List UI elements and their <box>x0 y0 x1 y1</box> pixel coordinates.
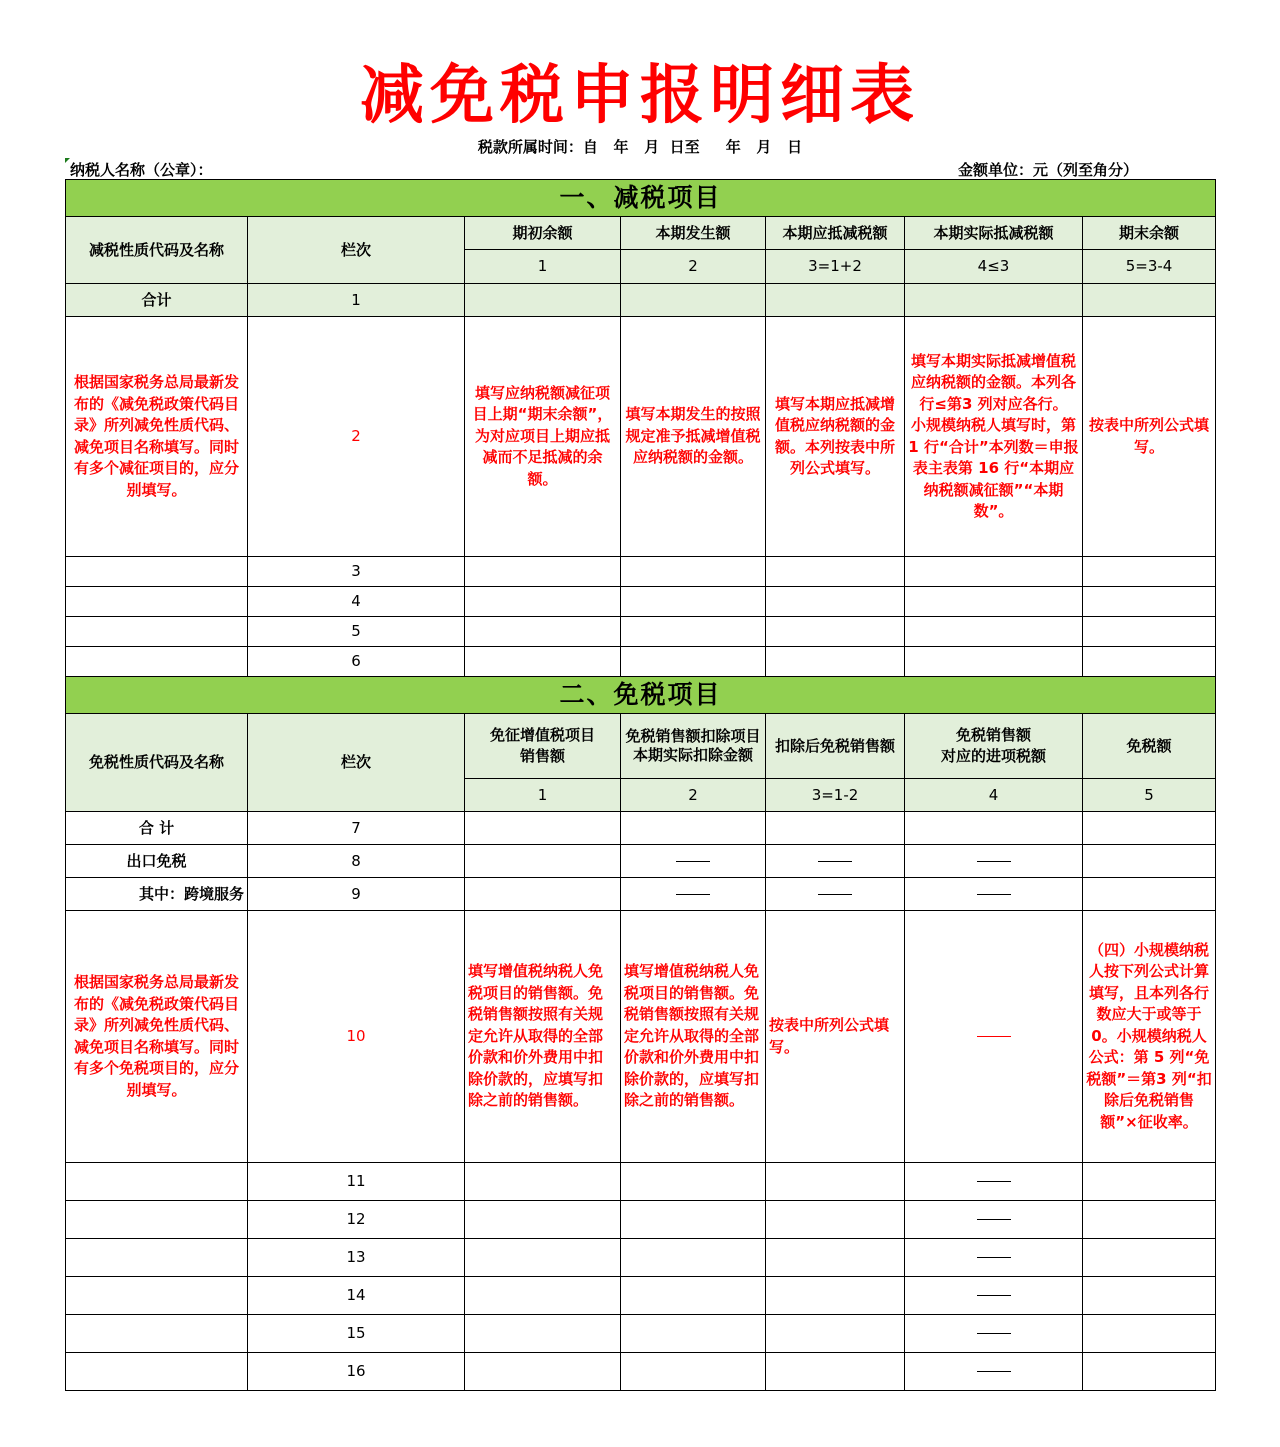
cell[interactable] <box>66 617 248 647</box>
reduction-note-col4: 填写本期实际抵减增值税应纳税额的金额。本列各行≤第3 列对应各行。 小规模纳税人填写时，第 1 行“合计”本列数＝申报表主表第 16 行“本期应纳税额减征额”“本期数”。 <box>905 317 1083 557</box>
cell[interactable] <box>1083 1315 1216 1353</box>
export-exemption-row-number: 8 <box>248 845 465 878</box>
cell[interactable] <box>66 1277 248 1315</box>
reduction-header-1: 期初余额 <box>465 217 621 250</box>
cell[interactable] <box>465 587 621 617</box>
cell[interactable] <box>621 647 766 677</box>
cell[interactable] <box>1083 1277 1216 1315</box>
cell[interactable] <box>1083 1239 1216 1277</box>
reduction-table <box>65 179 1216 677</box>
cell[interactable] <box>905 557 1083 587</box>
exemption-note-name: 根据国家税务总局最新发布的《减免税政策代码目录》所列减免性质代码、减免项目名称填写。同时有多个免税项目的，应分别填写。 <box>66 911 248 1163</box>
taxpayer-name-label: 纳税人名称（公章）： <box>70 161 213 179</box>
cell[interactable] <box>621 1163 766 1201</box>
table-row-number: 13 <box>248 1239 465 1277</box>
cell[interactable] <box>621 1277 766 1315</box>
cell[interactable] <box>66 1239 248 1277</box>
exemption-col-number-2: 2 <box>621 779 766 812</box>
cell[interactable] <box>1083 587 1216 617</box>
reduction-col-row-header: 栏次 <box>248 217 465 284</box>
reduction-header-2: 本期发生额 <box>621 217 766 250</box>
cell[interactable] <box>465 557 621 587</box>
reduction-note-col1: 填写应纳税额减征项目上期“期末余额”，为对应项目上期应抵减而不足抵减的余额。 <box>465 317 621 557</box>
not-applicable-dash <box>905 1277 1083 1315</box>
exemption-total-row-number: 7 <box>248 812 465 845</box>
not-applicable-dash <box>905 878 1083 911</box>
exemption-header-3: 扣除后免税销售额 <box>766 714 905 779</box>
cell[interactable] <box>66 587 248 617</box>
exemption-table <box>65 676 1216 1391</box>
cell[interactable] <box>766 557 905 587</box>
exemption-col-row-header: 栏次 <box>248 714 465 812</box>
cell[interactable] <box>621 1239 766 1277</box>
cell[interactable] <box>1083 284 1216 317</box>
table-row-number: 4 <box>248 587 465 617</box>
exemption-note-col1: 填写增值税纳税人免税项目的销售额。免税销售额按照有关规定允许从取得的全部价款和价外费用中扣除价款的，应填写扣除之前的销售额。 <box>465 911 621 1163</box>
cell[interactable] <box>66 1201 248 1239</box>
cell[interactable] <box>766 587 905 617</box>
not-applicable-dash <box>905 1201 1083 1239</box>
page-title: 减免税申报明细表 <box>360 59 920 133</box>
reduction-note-col2: 填写本期发生的按照规定准予抵减增值税应纳税额的金额。 <box>621 317 766 557</box>
exemption-header-1: 免征增值税项目 销售额 <box>465 714 621 779</box>
cell[interactable] <box>1083 845 1216 878</box>
exemption-col-number-4: 4 <box>905 779 1083 812</box>
cell[interactable] <box>621 617 766 647</box>
reduction-header-3: 本期应抵减税额 <box>766 217 905 250</box>
reduction-col-number-2: 2 <box>621 250 766 284</box>
cell[interactable] <box>66 557 248 587</box>
exemption-col-number-5: 5 <box>1083 779 1216 812</box>
cell[interactable] <box>465 878 621 911</box>
not-applicable-dash <box>905 845 1083 878</box>
exemption-total-label: 合 计 <box>66 812 248 845</box>
crossborder-service-row-number: 9 <box>248 878 465 911</box>
not-applicable-dash <box>905 911 1083 1163</box>
cell[interactable] <box>465 647 621 677</box>
cell[interactable] <box>766 1163 905 1201</box>
cell[interactable] <box>1083 878 1216 911</box>
tax-period: 税款所属时间：自 年 月 日至 年 月 日 <box>477 138 803 156</box>
cell[interactable] <box>465 1163 621 1201</box>
cell[interactable] <box>621 1353 766 1391</box>
not-applicable-dash <box>621 845 766 878</box>
cell[interactable] <box>766 647 905 677</box>
cell[interactable] <box>465 617 621 647</box>
reduction-col-name-header: 减税性质代码及名称 <box>66 217 248 284</box>
cell[interactable] <box>1083 1353 1216 1391</box>
cell[interactable] <box>621 812 766 845</box>
cell[interactable] <box>66 647 248 677</box>
cell[interactable] <box>1083 1201 1216 1239</box>
cell[interactable] <box>905 647 1083 677</box>
cell[interactable] <box>621 1315 766 1353</box>
table-row-number: 5 <box>248 617 465 647</box>
cell[interactable] <box>465 1277 621 1315</box>
not-applicable-dash <box>905 1353 1083 1391</box>
cell[interactable] <box>766 1315 905 1353</box>
cell[interactable] <box>66 1315 248 1353</box>
exemption-header-5: 免税额 <box>1083 714 1216 779</box>
cell[interactable] <box>905 812 1083 845</box>
cell[interactable] <box>905 284 1083 317</box>
not-applicable-dash <box>766 845 905 878</box>
reduction-col-number-3: 3=1+2 <box>766 250 905 284</box>
reduction-col-number-1: 1 <box>465 250 621 284</box>
not-applicable-dash <box>905 1163 1083 1201</box>
cell[interactable] <box>465 1201 621 1239</box>
crossborder-service-label: 其中：跨境服务 <box>66 878 248 911</box>
cell[interactable] <box>766 284 905 317</box>
table-row-number: 3 <box>248 557 465 587</box>
cell[interactable] <box>621 587 766 617</box>
cell[interactable] <box>1083 557 1216 587</box>
cell[interactable] <box>1083 647 1216 677</box>
exemption-note-row-number: 10 <box>248 911 465 1163</box>
cell[interactable] <box>766 812 905 845</box>
reduction-header-5: 期末余额 <box>1083 217 1216 250</box>
cell[interactable] <box>621 284 766 317</box>
not-applicable-dash <box>621 878 766 911</box>
exemption-note-col2: 填写增值税纳税人免税项目的销售额。免税销售额按照有关规定允许从取得的全部价款和价外费用中扣除价款的，应填写扣除之前的销售额。 <box>621 911 766 1163</box>
cell[interactable] <box>766 1239 905 1277</box>
not-applicable-dash <box>905 1239 1083 1277</box>
exemption-note-col5: （四）小规模纳税人按下列公式计算填写，且本列各行数应大于或等于0。小规模纳税人公式：第 5 列“免税额”＝第3 列“扣除后免税销售额”×征收率。 <box>1083 911 1216 1163</box>
cell[interactable] <box>66 1353 248 1391</box>
reduction-note-col5: 按表中所列公式填写。 <box>1083 317 1216 557</box>
exemption-header-2: 免税销售额扣除项目 本期实际扣除金额 <box>621 714 766 779</box>
table-row-number: 14 <box>248 1277 465 1315</box>
table-row-number: 15 <box>248 1315 465 1353</box>
reduction-total-row-number: 1 <box>248 284 465 317</box>
cell[interactable] <box>905 617 1083 647</box>
cell[interactable] <box>465 845 621 878</box>
cell[interactable] <box>905 587 1083 617</box>
cell[interactable] <box>66 1163 248 1201</box>
reduction-header-4: 本期实际抵减税额 <box>905 217 1083 250</box>
reduction-col-number-5: 5=3-4 <box>1083 250 1216 284</box>
table-row-number: 6 <box>248 647 465 677</box>
reduction-col-number-4: 4≤3 <box>905 250 1083 284</box>
cell[interactable] <box>621 557 766 587</box>
cell[interactable] <box>766 1277 905 1315</box>
exemption-col-name-header: 免税性质代码及名称 <box>66 714 248 812</box>
cell[interactable] <box>465 1239 621 1277</box>
exemption-header-4: 免税销售额 对应的进项税额 <box>905 714 1083 779</box>
cell[interactable] <box>766 617 905 647</box>
reduction-section-title: 一、减税项目 <box>66 180 1216 217</box>
reduction-note-row-number: 2 <box>248 317 465 557</box>
cell[interactable] <box>621 1201 766 1239</box>
reduction-note-name: 根据国家税务总局最新发布的《减免税政策代码目录》所列减免性质代码、减免项目名称填写。同时有多个减征项目的，应分别填写。 <box>66 317 248 557</box>
table-row-number: 16 <box>248 1353 465 1391</box>
cell[interactable] <box>766 1201 905 1239</box>
reduction-total-label: 合计 <box>66 284 248 317</box>
cell[interactable] <box>1083 1163 1216 1201</box>
cell[interactable] <box>465 1315 621 1353</box>
reduction-note-col3: 填写本期应抵减增值税应纳税额的金额。本列按表中所列公式填写。 <box>766 317 905 557</box>
not-applicable-dash <box>905 1315 1083 1353</box>
export-exemption-label: 出口免税 <box>66 845 248 878</box>
cell[interactable] <box>465 284 621 317</box>
cell[interactable] <box>1083 812 1216 845</box>
cell[interactable] <box>766 1353 905 1391</box>
table-row-number: 11 <box>248 1163 465 1201</box>
exemption-note-col3: 按表中所列公式填写。 <box>766 911 905 1163</box>
exemption-col-number-1: 1 <box>465 779 621 812</box>
cell[interactable] <box>1083 617 1216 647</box>
cell[interactable] <box>465 812 621 845</box>
cell[interactable] <box>465 1353 621 1391</box>
table-row-number: 12 <box>248 1201 465 1239</box>
exemption-col-number-3: 3=1-2 <box>766 779 905 812</box>
amount-unit-label: 金额单位：元（列至角分） <box>958 161 1139 179</box>
cell-comment-marker <box>65 158 70 163</box>
exemption-section-title: 二、免税项目 <box>66 677 1216 714</box>
not-applicable-dash <box>766 878 905 911</box>
